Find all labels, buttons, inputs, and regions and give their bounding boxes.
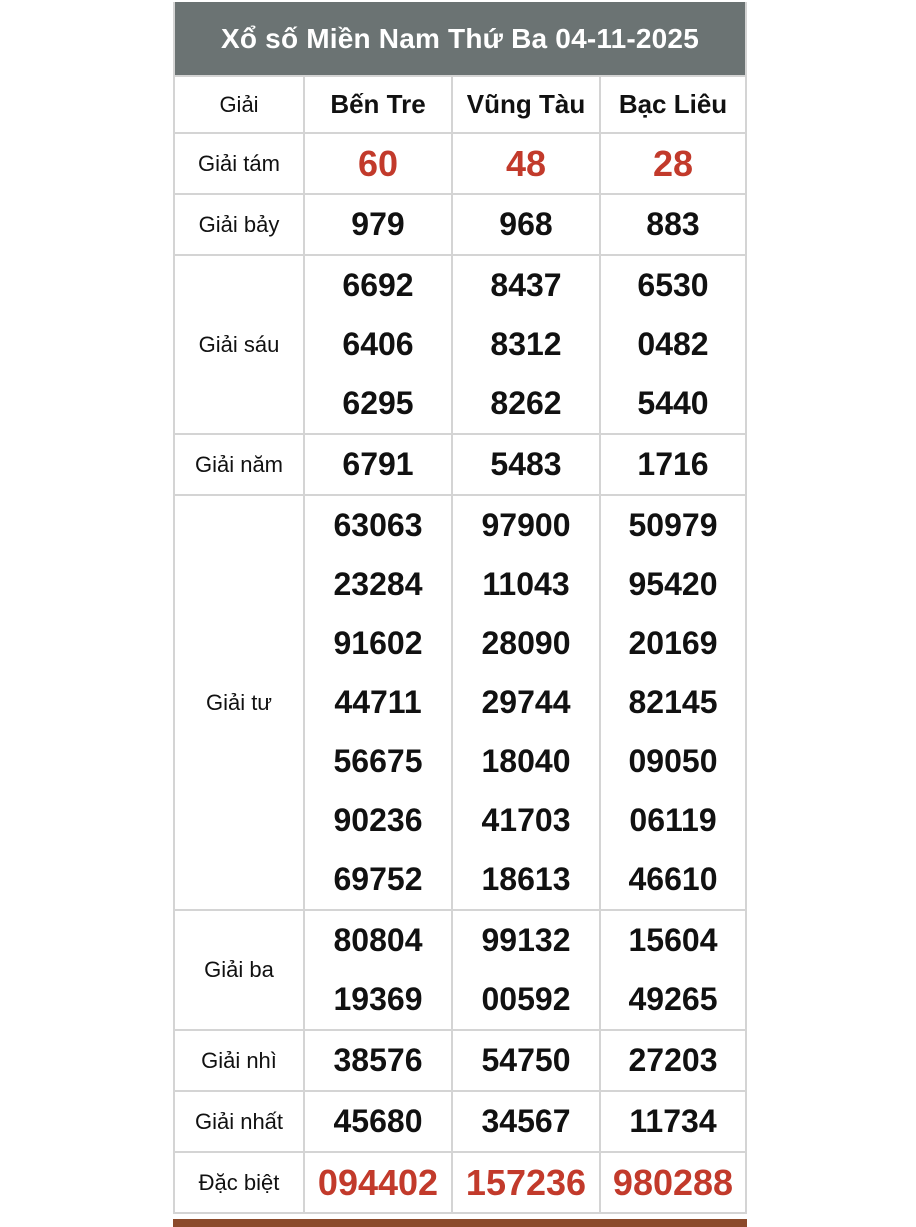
province-header-ben-tre: Bến Tre [304, 76, 452, 133]
prize-number: 82145 [628, 684, 718, 720]
prize-number: 28090 [481, 625, 571, 661]
prize-cell-vung-tau [452, 255, 600, 434]
prize-number: 5483 [490, 446, 562, 482]
prize-cell-bac-lieu [600, 1152, 745, 1213]
prize-number: 8312 [490, 326, 562, 362]
prize-cell-bac-lieu [600, 910, 745, 1030]
prize-number: 6692 [342, 267, 414, 303]
prize-number: 6530 [637, 267, 709, 303]
prize-row [175, 194, 745, 255]
prize-cell-vung-tau [452, 1030, 600, 1091]
prize-number: 18040 [481, 743, 571, 779]
prize-number: 06119 [629, 802, 717, 838]
prize-cell-vung-tau [452, 194, 600, 255]
prize-number: 8437 [490, 267, 562, 303]
prize-number: 38576 [333, 1042, 423, 1078]
prize-number: 80804 [333, 922, 423, 958]
prize-number: 18613 [481, 861, 571, 897]
prize-cell-ben-tre [304, 194, 452, 255]
province-header-vung-tau: Vũng Tàu [452, 76, 600, 133]
prize-cell-vung-tau [452, 495, 600, 910]
prize-number: 45680 [333, 1103, 423, 1139]
prize-cell-ben-tre [304, 910, 452, 1030]
prize-number: 979 [351, 206, 405, 242]
prize-number: 60 [357, 143, 399, 184]
prize-label: Giải nhì [175, 1030, 304, 1091]
prize-cell-vung-tau [452, 1091, 600, 1152]
prize-number: 6295 [342, 385, 414, 421]
prize-label: Giải năm [175, 434, 304, 495]
prize-number: 00592 [481, 981, 571, 1017]
prize-cell-vung-tau [452, 434, 600, 495]
prize-number: 6791 [342, 446, 414, 482]
prize-row [175, 495, 745, 910]
prize-number: 95420 [628, 566, 718, 602]
prize-cell-bac-lieu [600, 495, 745, 910]
prize-row [175, 1152, 745, 1213]
prize-number: 20169 [628, 625, 718, 661]
prize-cell-bac-lieu [600, 434, 745, 495]
prize-number: 6406 [342, 326, 414, 362]
prize-cell-ben-tre [304, 1091, 452, 1152]
prize-label: Giải bảy [175, 194, 304, 255]
prize-number: 883 [646, 206, 700, 242]
prize-cell-ben-tre [304, 434, 452, 495]
province-header-bac-lieu: Bạc Liêu [600, 76, 745, 133]
prize-number: 968 [499, 206, 553, 242]
prize-label: Đặc biệt [175, 1152, 304, 1213]
prize-number: 48 [505, 143, 547, 184]
prize-number: 8262 [490, 385, 562, 421]
prize-number: 09050 [628, 743, 718, 779]
prize-number: 27203 [628, 1042, 718, 1078]
prize-label: Giải nhất [175, 1091, 304, 1152]
prize-cell-ben-tre [304, 133, 452, 194]
prize-cell-bac-lieu [600, 194, 745, 255]
prize-row [175, 255, 745, 434]
prize-cell-ben-tre [304, 495, 452, 910]
prize-cell-vung-tau [452, 910, 600, 1030]
header-row [175, 76, 745, 133]
prize-number: 97900 [481, 507, 571, 543]
prize-row [175, 133, 745, 194]
prize-cell-bac-lieu [600, 133, 745, 194]
prize-number: 980288 [612, 1162, 734, 1203]
results-sheet [173, 2, 747, 1214]
prize-cell-ben-tre [304, 255, 452, 434]
prize-cell-vung-tau [452, 1152, 600, 1213]
prize-cell-vung-tau [452, 133, 600, 194]
prize-cell-ben-tre [304, 1152, 452, 1213]
prize-number: 54750 [481, 1042, 571, 1078]
prize-number: 41703 [481, 802, 571, 838]
prize-number: 11043 [482, 566, 570, 602]
prize-number: 28 [652, 143, 694, 184]
prize-column-header: Giải [175, 76, 304, 133]
prize-label: Giải tám [175, 133, 304, 194]
prize-label: Giải tư [175, 495, 304, 910]
prize-row [175, 1091, 745, 1152]
prize-number: 46610 [628, 861, 718, 897]
prize-number: 157236 [465, 1162, 587, 1203]
prize-number: 99132 [481, 922, 571, 958]
prize-number: 91602 [333, 625, 423, 661]
prize-number: 34567 [481, 1103, 571, 1139]
prize-number: 11734 [629, 1103, 717, 1139]
footer-bar [173, 1219, 747, 1227]
page-title: Xổ số Miền Nam Thứ Ba 04-11-2025 [175, 2, 745, 75]
prize-number: 5440 [637, 385, 709, 421]
prize-number: 094402 [317, 1162, 439, 1203]
prize-number: 56675 [333, 743, 423, 779]
prize-cell-ben-tre [304, 1030, 452, 1091]
prize-number: 49265 [628, 981, 718, 1017]
prize-number: 1716 [637, 446, 709, 482]
prize-number: 63063 [333, 507, 423, 543]
prize-label: Giải ba [175, 910, 304, 1030]
prize-row [175, 910, 745, 1030]
prize-number: 29744 [481, 684, 571, 720]
prize-label: Giải sáu [175, 255, 304, 434]
prize-cell-bac-lieu [600, 255, 745, 434]
prize-number: 15604 [628, 922, 718, 958]
prize-number: 19369 [333, 981, 423, 1017]
prize-row [175, 1030, 745, 1091]
prize-number: 0482 [637, 326, 709, 362]
prize-cell-bac-lieu [600, 1030, 745, 1091]
prize-row [175, 434, 745, 495]
prize-number: 23284 [333, 566, 423, 602]
prize-cell-bac-lieu [600, 1091, 745, 1152]
prize-number: 44711 [334, 684, 422, 720]
prize-number: 69752 [333, 861, 423, 897]
results-table [175, 75, 745, 1214]
prize-number: 50979 [628, 507, 718, 543]
prize-number: 90236 [333, 802, 423, 838]
